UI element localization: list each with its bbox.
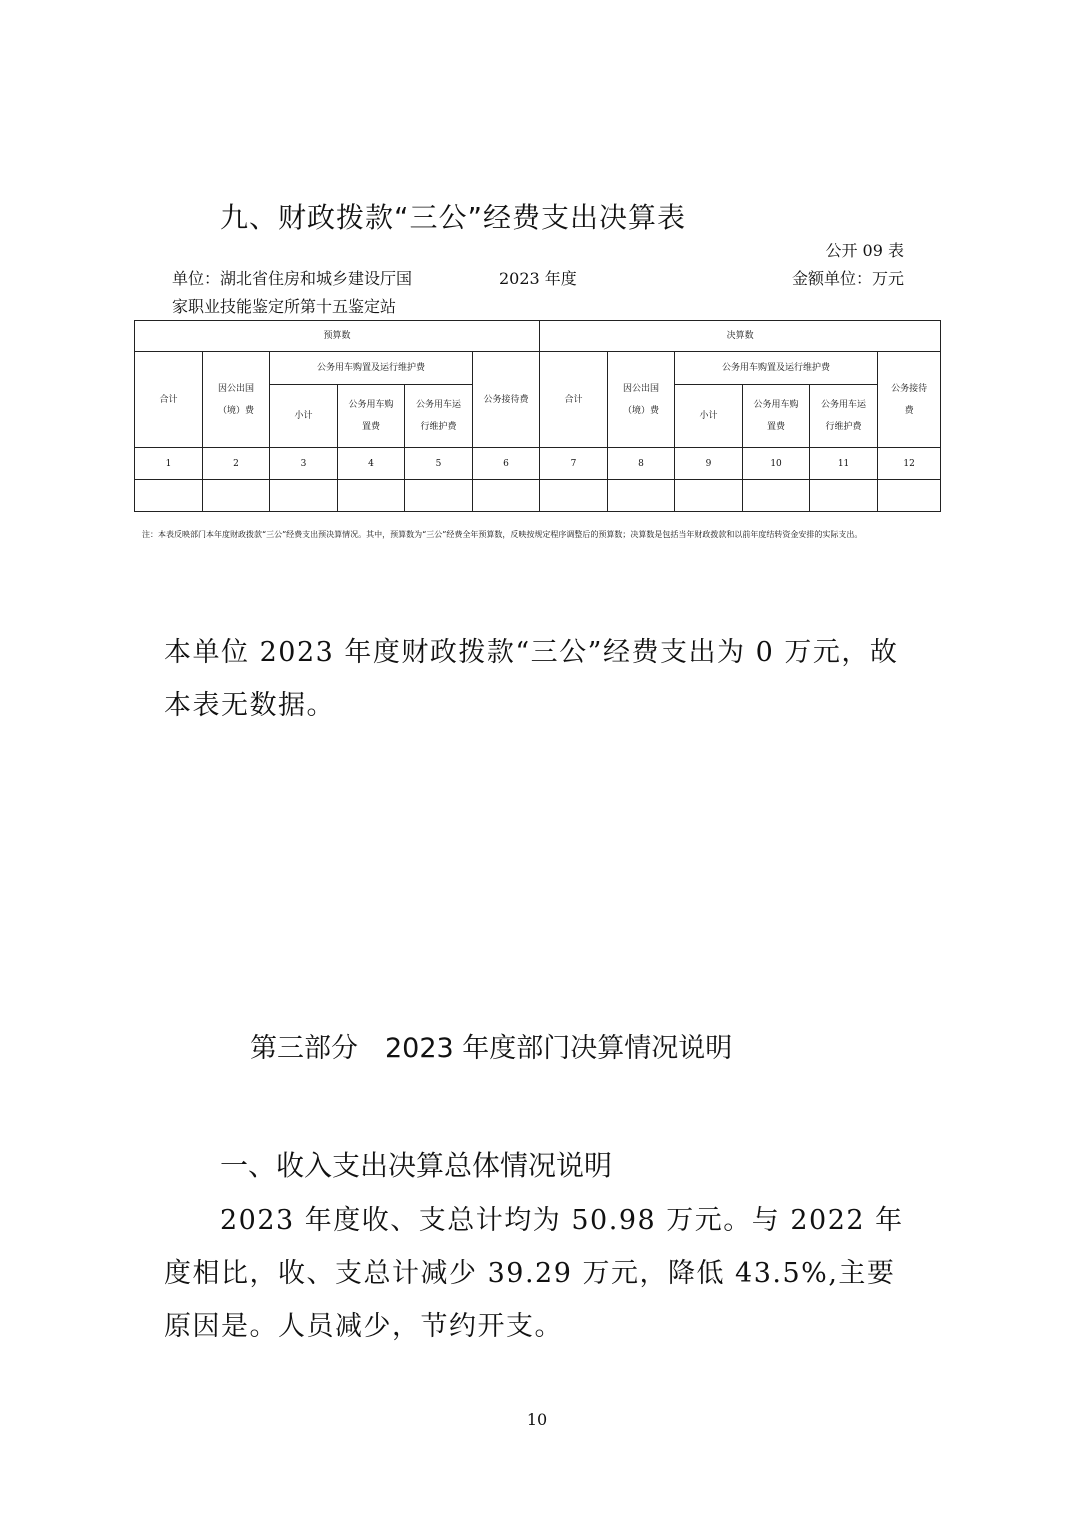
unit-label-continued: 家职业技能鉴定所第十五鉴定站 — [172, 297, 397, 316]
no-data-statement: 本单位 2023 年度财政拨款“三公”经费支出为 0 万元，故本表无数据。 — [164, 637, 899, 721]
unit-label: 单位：湖北省住房和城乡建设厅国 — [172, 269, 413, 288]
section-title: 第三部分 2023 年度部门决算情况说明 — [250, 1033, 733, 1064]
index-cell: 4 — [338, 448, 405, 480]
final-abroad-header: 因公出国 （境）费 — [608, 352, 675, 448]
table-heading: 九、财政拨款“三公”经费支出决算表 — [220, 201, 687, 234]
final-total-header: 合计 — [540, 352, 608, 448]
index-cell: 1 — [135, 448, 203, 480]
amount-unit: 金额单位：万元 — [791, 269, 904, 288]
budget-total-header: 合计 — [135, 352, 203, 448]
table-note: 注：本表反映部门本年度财政拨款“三公”经费支出预决算情况。其中，预算数为“三公”经费全年预算数，反映按规定程序调整后的预算数；决算数是包括当年财政拨款和以前年度结转资金安排的实际支出。 — [142, 530, 863, 539]
index-cell: 9 — [675, 448, 743, 480]
final-group-header: 决算数 — [540, 321, 941, 352]
final-operate-header: 公务用车运 行维护费 — [810, 385, 878, 448]
index-cell: 10 — [743, 448, 810, 480]
data-cell — [608, 480, 675, 512]
final-purchase-header: 公务用车购 置费 — [743, 385, 810, 448]
budget-vehicle-group-header: 公务用车购置及运行维护费 — [270, 352, 473, 385]
index-cell: 7 — [540, 448, 608, 480]
data-cell — [270, 480, 338, 512]
page-number: 10 — [526, 1410, 548, 1429]
data-cell — [473, 480, 540, 512]
budget-subtotal-header: 小计 — [270, 385, 338, 448]
data-cell — [743, 480, 810, 512]
data-cell — [405, 480, 473, 512]
year-label: 2023 年度 — [499, 269, 577, 288]
data-cell — [338, 480, 405, 512]
index-cell: 5 — [405, 448, 473, 480]
three-public-expense-table — [134, 320, 941, 512]
index-cell: 3 — [270, 448, 338, 480]
final-subtotal-header: 小计 — [675, 385, 743, 448]
budget-abroad-header: 因公出国 （境）费 — [203, 352, 270, 448]
data-cell — [135, 480, 203, 512]
index-cell: 12 — [878, 448, 941, 480]
budget-group-header: 预算数 — [135, 321, 540, 352]
data-cell — [675, 480, 743, 512]
data-cell — [878, 480, 941, 512]
subsection-title: 一、收入支出决算总体情况说明 — [220, 1149, 613, 1182]
budget-operate-header: 公务用车运 行维护费 — [405, 385, 473, 448]
final-vehicle-group-header: 公务用车购置及运行维护费 — [675, 352, 878, 385]
data-cell — [540, 480, 608, 512]
column-index-row — [135, 448, 941, 480]
summary-paragraph: 2023 年度收、支总计均为 50.98 万元。与 2022 年度相比，收、支总计减少 39.29 万元，降低 43.5%,主要原因是。人员减少，节约开支。 — [164, 1205, 904, 1342]
budget-purchase-header: 公务用车购 置费 — [338, 385, 405, 448]
index-cell: 2 — [203, 448, 270, 480]
data-cell — [203, 480, 270, 512]
budget-reception-header: 公务接待费 — [473, 352, 540, 448]
final-reception-header: 公务接待 费 — [878, 352, 941, 448]
data-cell — [810, 480, 878, 512]
index-cell: 8 — [608, 448, 675, 480]
index-cell: 6 — [473, 448, 540, 480]
empty-data-row — [135, 480, 941, 512]
form-number: 公开 09 表 — [825, 241, 904, 260]
index-cell: 11 — [810, 448, 878, 480]
